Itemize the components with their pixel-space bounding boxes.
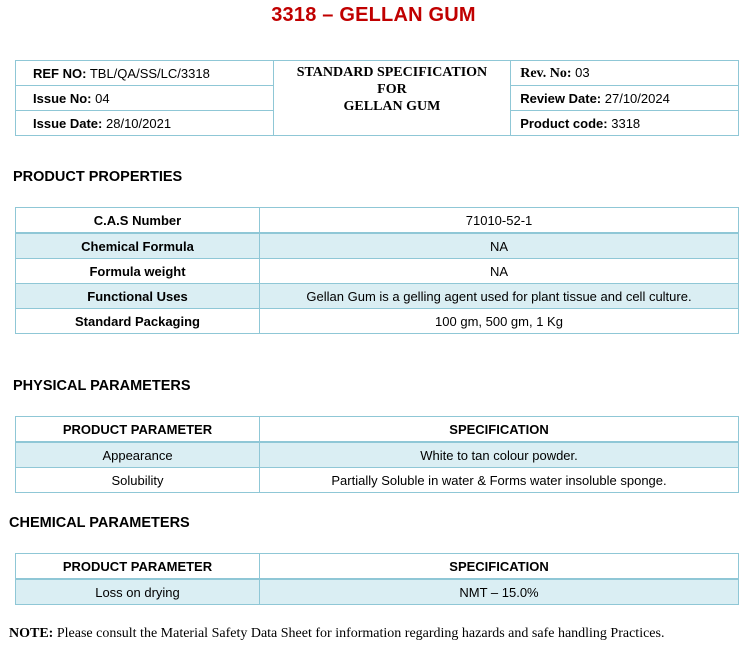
table-row xyxy=(16,579,739,605)
property-key: C.A.S Number xyxy=(16,208,260,234)
doc-title-line3: GELLAN GUM xyxy=(343,99,441,114)
table-row xyxy=(16,442,739,468)
column-header: PRODUCT PARAMETER xyxy=(16,417,260,443)
product-properties-table xyxy=(15,207,739,334)
property-value: 71010-52-1 xyxy=(260,208,739,234)
footer-note xyxy=(9,626,664,642)
note-label: NOTE: xyxy=(9,626,54,641)
review-date-value: 27/10/2024 xyxy=(604,90,670,106)
column-header: PRODUCT PARAMETER xyxy=(16,554,260,580)
product-code-label: Product code: xyxy=(520,115,608,131)
doc-title-line2: FOR xyxy=(377,82,407,97)
issue-date-label: Issue Date: xyxy=(33,115,103,131)
property-value: Gellan Gum is a gelling agent used for plant tissue and cell culture. xyxy=(260,284,739,309)
property-key: Formula weight xyxy=(16,259,260,284)
chemical-parameters-heading: CHEMICAL PARAMETERS xyxy=(9,515,190,531)
doc-title-cell xyxy=(273,61,511,136)
column-header: SPECIFICATION xyxy=(260,554,739,580)
table-row xyxy=(16,309,739,334)
table-row xyxy=(16,208,739,234)
page-title: 3318 – GELLAN GUM xyxy=(271,4,476,26)
property-value: NA xyxy=(260,259,739,284)
physical-parameters-table xyxy=(15,416,739,493)
rev-no-cell xyxy=(511,61,739,86)
property-value: 100 gm, 500 gm, 1 Kg xyxy=(260,309,739,334)
chemical-parameters-table xyxy=(15,553,739,605)
property-key: Functional Uses xyxy=(16,284,260,309)
review-date-cell xyxy=(511,86,739,111)
ref-no-cell xyxy=(16,61,274,86)
physical-parameters-heading: PHYSICAL PARAMETERS xyxy=(13,378,191,394)
ref-no-label: REF NO: xyxy=(33,65,87,81)
issue-no-value: 04 xyxy=(95,90,110,106)
table-header-row xyxy=(16,417,739,443)
parameter-specification: White to tan colour powder. xyxy=(260,442,739,468)
doc-title-line1: STANDARD SPECIFICATION xyxy=(296,65,488,80)
property-key: Chemical Formula xyxy=(16,233,260,259)
document-header-table xyxy=(15,60,739,136)
property-value: NA xyxy=(260,233,739,259)
property-key: Standard Packaging xyxy=(16,309,260,334)
parameter-name: Appearance xyxy=(16,442,260,468)
issue-no-cell xyxy=(16,86,274,111)
parameter-name: Loss on drying xyxy=(16,579,260,605)
product-code-value: 3318 xyxy=(611,115,641,131)
product-properties-heading: PRODUCT PROPERTIES xyxy=(13,169,183,185)
column-header: SPECIFICATION xyxy=(260,417,739,443)
parameter-specification: NMT – 15.0% xyxy=(260,579,739,605)
rev-no-value: 03 xyxy=(575,64,590,80)
issue-no-label: Issue No: xyxy=(33,90,92,106)
table-row xyxy=(16,259,739,284)
review-date-label: Review Date: xyxy=(520,90,602,106)
table-row xyxy=(16,233,739,259)
note-text: Please consult the Material Safety Data Sheet for information regarding hazards and safe handling Practices. xyxy=(53,626,665,641)
issue-date-cell xyxy=(16,111,274,136)
table-row xyxy=(16,284,739,309)
parameter-name: Solubility xyxy=(16,468,260,493)
product-code-cell xyxy=(511,111,739,136)
table-header-row xyxy=(16,554,739,580)
rev-no-label: Rev. No: xyxy=(520,65,572,81)
header-row xyxy=(16,61,739,86)
table-row xyxy=(16,468,739,493)
ref-no-value: TBL/QA/SS/LC/3318 xyxy=(89,65,210,81)
parameter-specification: Partially Soluble in water & Forms water insoluble sponge. xyxy=(260,468,739,493)
issue-date-value: 28/10/2021 xyxy=(106,115,172,131)
